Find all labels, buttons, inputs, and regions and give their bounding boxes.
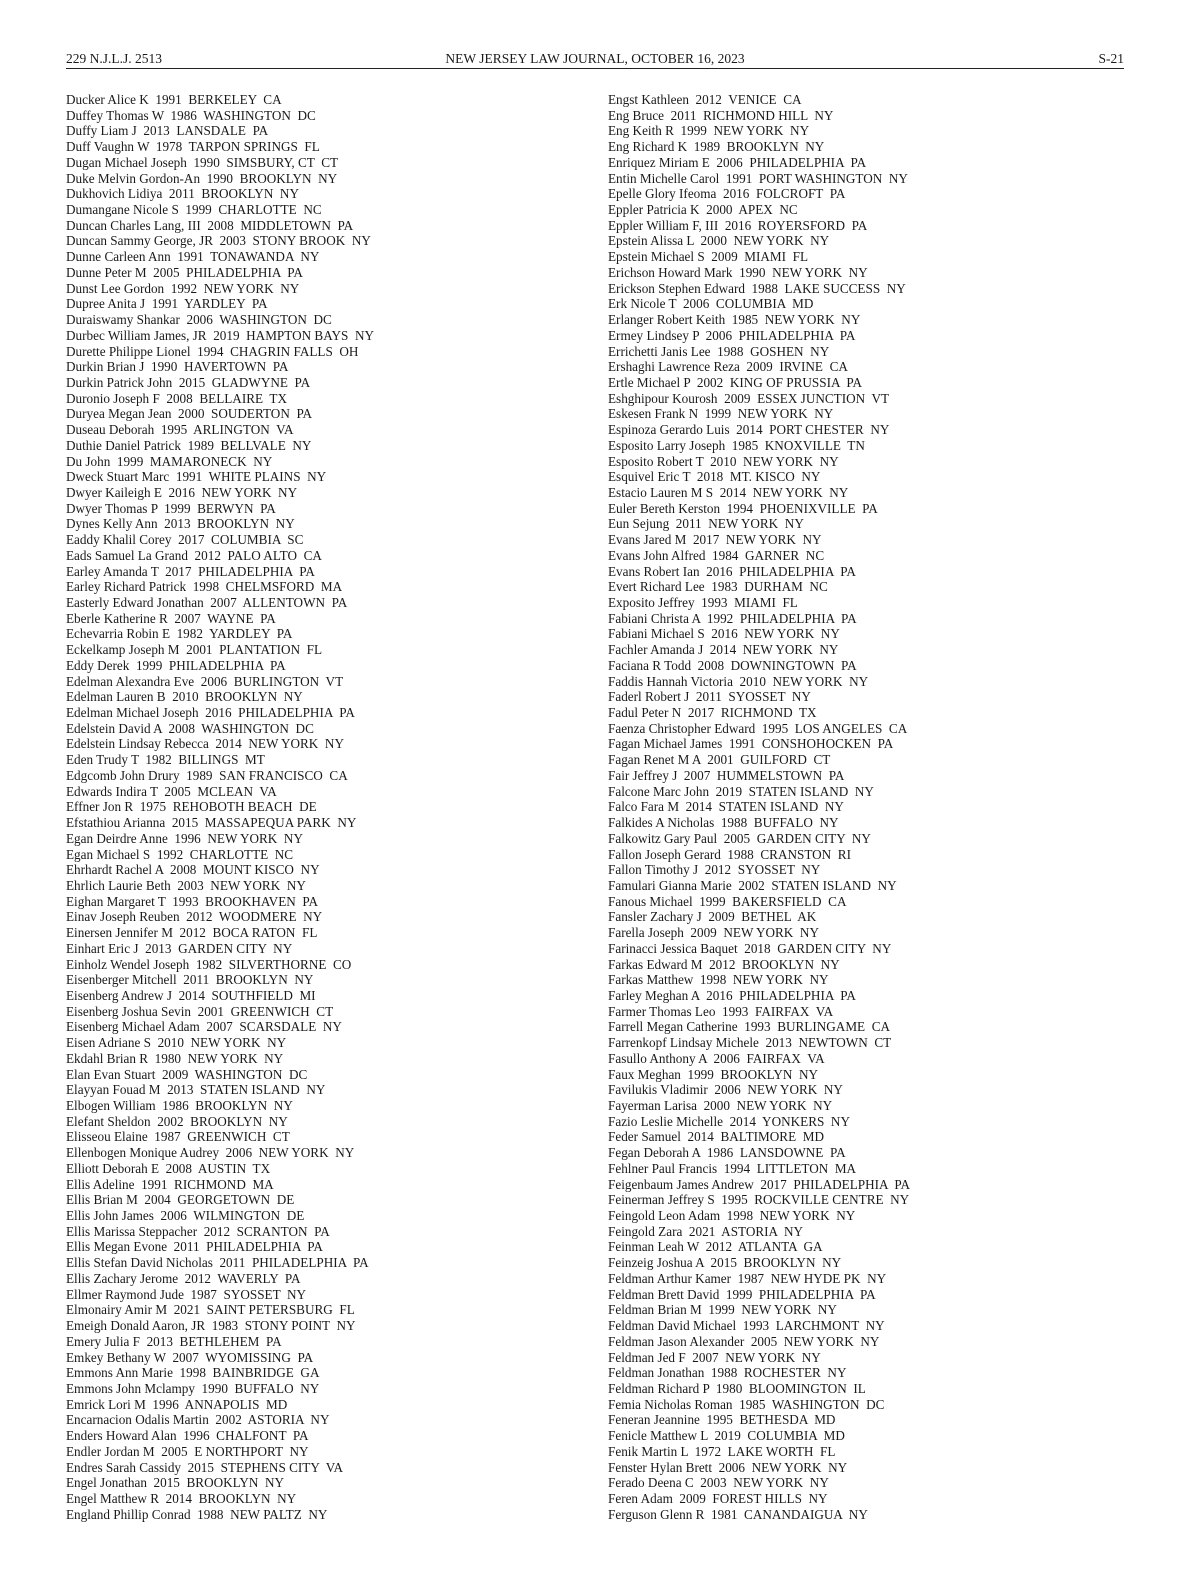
attorney-entry: Epstein Michael S 2009 MIAMI FL — [608, 249, 808, 265]
right-column-list — [608, 92, 1128, 1522]
attorney-entry: Dukhovich Lidiya 2011 BROOKLYN NY — [66, 186, 299, 202]
attorney-entry: Duffey Thomas W 1986 WASHINGTON DC — [66, 107, 316, 123]
attorney-entry: Eisenberg Michael Adam 2007 SCARSDALE NY — [66, 1019, 342, 1035]
attorney-entry: Edelstein David A 2008 WASHINGTON DC — [66, 720, 314, 736]
attorney-entry: Duncan Sammy George, JR 2003 STONY BROOK NY — [66, 233, 371, 249]
attorney-entry: Ferado Deena C 2003 NEW YORK NY — [608, 1475, 829, 1491]
attorney-entry: Fallon Timothy J 2012 SYOSSET NY — [608, 862, 821, 878]
attorney-entry: Ellis John James 2006 WILMINGTON DE — [66, 1208, 305, 1224]
attorney-entry: Eisenberg Andrew J 2014 SOUTHFIELD MI — [66, 987, 316, 1003]
attorney-entry: Durette Philippe Lionel 1994 CHAGRIN FALLS OH — [66, 343, 359, 359]
attorney-entry: Eskesen Frank N 1999 NEW YORK NY — [608, 406, 834, 422]
attorney-entry: Earley Richard Patrick 1998 CHELMSFORD MA — [66, 579, 343, 595]
attorney-entry: Ellis Zachary Jerome 2012 WAVERLY PA — [66, 1270, 301, 1286]
attorney-entry: Endres Sarah Cassidy 2015 STEPHENS CITY VA — [66, 1459, 344, 1475]
attorney-entry: Eisenberg Joshua Sevin 2001 GREENWICH CT — [66, 1003, 334, 1019]
attorney-entry: Feinzeig Joshua A 2015 BROOKLYN NY — [608, 1255, 842, 1271]
attorney-entry: Fehlner Paul Francis 1994 LITTLETON MA — [608, 1160, 857, 1176]
attorney-entry: Efstathiou Arianna 2015 MASSAPEQUA PARK NY — [66, 815, 357, 831]
attorney-entry: Farkas Matthew 1998 NEW YORK NY — [608, 972, 829, 988]
attorney-entry: Eng Keith R 1999 NEW YORK NY — [608, 123, 810, 139]
attorney-entry: Feren Adam 2009 FOREST HILLS NY — [608, 1490, 828, 1506]
attorney-entry: Edelman Lauren B 2010 BROOKLYN NY — [66, 689, 303, 705]
attorney-entry: Feigenbaum James Andrew 2017 PHILADELPHIA PA — [608, 1176, 911, 1192]
attorney-entry: Einholz Wendel Joseph 1982 SILVERTHORNE CO — [66, 956, 352, 972]
attorney-entry: Emmons John Mclampy 1990 BUFFALO NY — [66, 1380, 320, 1396]
attorney-entry: Elliott Deborah E 2008 AUSTIN TX — [66, 1160, 271, 1176]
attorney-entry: Epstein Alissa L 2000 NEW YORK NY — [608, 233, 830, 249]
attorney-entry: Egan Michael S 1992 CHARLOTTE NC — [66, 846, 294, 862]
attorney-entry: Ehrlich Laurie Beth 2003 NEW YORK NY — [66, 877, 306, 893]
attorney-entry: Ellmer Raymond Jude 1987 SYOSSET NY — [66, 1286, 307, 1302]
attorney-entry: Feneran Jeannine 1995 BETHESDA MD — [608, 1412, 836, 1428]
attorney-entry: Euler Bereth Kerston 1994 PHOENIXVILLE PA — [608, 500, 878, 516]
attorney-entry: Feldman Brian M 1999 NEW YORK NY — [608, 1302, 837, 1318]
attorney-entry: Duke Melvin Gordon-An 1990 BROOKLYN NY — [66, 170, 338, 186]
journal-citation: 229 N.J.L.J. 2513 — [66, 51, 163, 66]
attorney-entry: Fenik Martin L 1972 LAKE WORTH FL — [608, 1443, 836, 1459]
attorney-entry: Eden Trudy T 1982 BILLINGS MT — [66, 752, 265, 768]
attorney-entry: Eisen Adriane S 2010 NEW YORK NY — [66, 1035, 287, 1051]
attorney-entry: Elmonairy Amir M 2021 SAINT PETERSBURG FL — [66, 1302, 355, 1318]
attorney-entry: Duncan Charles Lang, III 2008 MIDDLETOWN PA — [66, 217, 354, 233]
page-header — [66, 50, 1124, 69]
attorney-entry: Dugan Michael Joseph 1990 SIMSBURY, CT CT — [66, 154, 339, 170]
attorney-entry: Fagan Michael James 1991 CONSHOHOCKEN PA — [608, 736, 894, 752]
attorney-entry: Erlanger Robert Keith 1985 NEW YORK NY — [608, 312, 861, 328]
attorney-entry: Eaddy Khalil Corey 2017 COLUMBIA SC — [66, 532, 304, 548]
attorney-entry: Fenster Hylan Brett 2006 NEW YORK NY — [608, 1459, 848, 1475]
attorney-entry: Dwyer Thomas P 1999 BERWYN PA — [66, 500, 276, 516]
attorney-entry: Ducker Alice K 1991 BERKELEY CA — [66, 92, 282, 107]
attorney-entry: Feldman Jason Alexander 2005 NEW YORK NY — [608, 1333, 880, 1349]
attorney-entry: Espinoza Gerardo Luis 2014 PORT CHESTER NY — [608, 422, 890, 438]
attorney-entry: Esposito Larry Joseph 1985 KNOXVILLE TN — [608, 437, 865, 453]
attorney-entry: Elayyan Fouad M 2013 STATEN ISLAND NY — [66, 1082, 326, 1098]
attorney-entry: Falkides A Nicholas 1988 BUFFALO NY — [608, 815, 839, 831]
attorney-entry: Femia Nicholas Roman 1985 WASHINGTON DC — [608, 1396, 885, 1412]
attorney-entry: Feder Samuel 2014 BALTIMORE MD — [608, 1129, 824, 1145]
attorney-entry: Eshghipour Kourosh 2009 ESSEX JUNCTION VT — [608, 390, 890, 406]
attorney-entry: Eads Samuel La Grand 2012 PALO ALTO CA — [66, 547, 322, 563]
attorney-entry: Erickson Stephen Edward 1988 LAKE SUCCESS NY — [608, 280, 906, 296]
attorney-entry: Durkin Patrick John 2015 GLADWYNE PA — [66, 374, 311, 390]
attorney-entry: Ellis Brian M 2004 GEORGETOWN DE — [66, 1192, 295, 1208]
attorney-entry: Emkey Bethany W 2007 WYOMISSING PA — [66, 1349, 314, 1365]
attorney-entry: Farella Joseph 2009 NEW YORK NY — [608, 925, 819, 941]
attorney-entry: Feinerman Jeffrey S 1995 ROCKVILLE CENTRE NY — [608, 1192, 910, 1208]
attorney-entry: Enriquez Miriam E 2006 PHILADELPHIA PA — [608, 154, 867, 170]
attorney-entry: Falkowitz Gary Paul 2005 GARDEN CITY NY — [608, 830, 871, 846]
attorney-entry: Farley Meghan A 2016 PHILADELPHIA PA — [608, 987, 856, 1003]
attorney-entry: Famulari Gianna Marie 2002 STATEN ISLAND NY — [608, 877, 897, 893]
attorney-entry: Evans Robert Ian 2016 PHILADELPHIA PA — [608, 563, 856, 579]
attorney-entry: Durbec William James, JR 2019 HAMPTON BAYS NY — [66, 327, 375, 343]
attorney-entry: Durkin Brian J 1990 HAVERTOWN PA — [66, 359, 289, 375]
attorney-entry: Feingold Leon Adam 1998 NEW YORK NY — [608, 1208, 856, 1224]
attorney-entry: Dweck Stuart Marc 1991 WHITE PLAINS NY — [66, 469, 327, 485]
attorney-entry: Eng Bruce 2011 RICHMOND HILL NY — [608, 107, 834, 123]
attorney-entry: Ellis Stefan David Nicholas 2011 PHILADELPHIA PA — [66, 1255, 369, 1271]
attorney-entry: England Phillip Conrad 1988 NEW PALTZ NY — [66, 1506, 328, 1522]
attorney-entry: Eppler Patricia K 2000 APEX NC — [608, 202, 798, 218]
attorney-entry: Eckelkamp Joseph M 2001 PLANTATION FL — [66, 642, 323, 658]
attorney-entry: Effner Jon R 1975 REHOBOTH BEACH DE — [66, 799, 317, 815]
attorney-entry: Edelman Michael Joseph 2016 PHILADELPHIA PA — [66, 705, 355, 721]
attorney-entry: Ehrhardt Rachel A 2008 MOUNT KISCO NY — [66, 862, 320, 878]
attorney-entry: Fair Jeffrey J 2007 HUMMELSTOWN PA — [608, 767, 845, 783]
attorney-entry: Encarnacion Odalis Martin 2002 ASTORIA NY — [66, 1412, 330, 1428]
attorney-entry: Duff Vaughn W 1978 TARPON SPRINGS FL — [66, 139, 320, 155]
attorney-entry: Emery Julia F 2013 BETHLEHEM PA — [66, 1333, 282, 1349]
attorney-entry: Duffy Liam J 2013 LANSDALE PA — [66, 123, 269, 139]
attorney-entry: Exposito Jeffrey 1993 MIAMI FL — [608, 595, 798, 610]
attorney-entry: Dynes Kelly Ann 2013 BROOKLYN NY — [66, 516, 295, 532]
attorney-entry: Feingold Zara 2021 ASTORIA NY — [608, 1223, 803, 1239]
attorney-entry: Duraiswamy Shankar 2006 WASHINGTON DC — [66, 312, 332, 328]
attorney-entry: Fanous Michael 1999 BAKERSFIELD CA — [608, 893, 847, 909]
attorney-entry: Feldman Jed F 2007 NEW YORK NY — [608, 1349, 821, 1365]
attorney-entry: Ekdahl Brian R 1980 NEW YORK NY — [66, 1050, 284, 1066]
attorney-entry: Evert Richard Lee 1983 DURHAM NC — [608, 579, 828, 595]
attorney-entry: Fegan Deborah A 1986 LANSDOWNE PA — [608, 1145, 846, 1161]
attorney-entry: Feldman David Michael 1993 LARCHMONT NY — [608, 1318, 885, 1334]
attorney-entry: Edgcomb John Drury 1989 SAN FRANCISCO CA — [66, 767, 348, 783]
attorney-entry: Farrenkopf Lindsay Michele 2013 NEWTOWN CT — [608, 1035, 892, 1051]
attorney-entry: Eddy Derek 1999 PHILADELPHIA PA — [66, 657, 286, 673]
attorney-entry: Eun Sejung 2011 NEW YORK NY — [608, 516, 804, 532]
attorney-entry: Dunst Lee Gordon 1992 NEW YORK NY — [66, 280, 300, 296]
attorney-entry: Eisenberger Mitchell 2011 BROOKLYN NY — [66, 972, 314, 988]
attorney-entry: Fenicle Matthew L 2019 COLUMBIA MD — [608, 1428, 845, 1444]
attorney-entry: Faux Meghan 1999 BROOKLYN NY — [608, 1066, 819, 1082]
attorney-entry: Falcone Marc John 2019 STATEN ISLAND NY — [608, 783, 874, 799]
attorney-entry: Edwards Indira T 2005 MCLEAN VA — [66, 783, 277, 799]
attorney-entry: Faenza Christopher Edward 1995 LOS ANGELES CA — [608, 720, 908, 736]
attorney-entry: Engel Matthew R 2014 BROOKLYN NY — [66, 1490, 297, 1506]
attorney-entry: Edelstein Lindsay Rebecca 2014 NEW YORK NY — [66, 736, 344, 752]
attorney-entry: Evans John Alfred 1984 GARNER NC — [608, 547, 825, 563]
attorney-entry: Edelman Alexandra Eve 2006 BURLINGTON VT — [66, 673, 344, 689]
attorney-entry: Dupree Anita J 1991 YARDLEY PA — [66, 296, 268, 312]
attorney-entry: Entin Michelle Carol 1991 PORT WASHINGTON NY — [608, 170, 908, 186]
attorney-entry: Erk Nicole T 2006 COLUMBIA MD — [608, 296, 814, 312]
attorney-entry: Endler Jordan M 2005 E NORTHPORT NY — [66, 1443, 309, 1459]
attorney-entry: Fayerman Larisa 2000 NEW YORK NY — [608, 1098, 833, 1113]
page-number: S-21 — [1098, 51, 1124, 66]
attorney-entry: Du John 1999 MAMARONECK NY — [66, 453, 273, 469]
attorney-entry: Ellis Adeline 1991 RICHMOND MA — [66, 1176, 274, 1192]
attorney-entry: Dwyer Kaileigh E 2016 NEW YORK NY — [66, 484, 298, 500]
attorney-entry: Ellenbogen Monique Audrey 2006 NEW YORK NY — [66, 1145, 355, 1161]
attorney-entry: Faddis Hannah Victoria 2010 NEW YORK NY — [608, 673, 869, 689]
attorney-entry: Erichson Howard Mark 1990 NEW YORK NY — [608, 264, 868, 280]
attorney-entry: Eppler William F, III 2016 ROYERSFORD PA — [608, 217, 868, 233]
attorney-entry: Feinman Leah W 2012 ATLANTA GA — [608, 1239, 823, 1255]
attorney-entry: Fansler Zachary J 2009 BETHEL AK — [608, 909, 817, 925]
attorney-entry: Engst Kathleen 2012 VENICE CA — [608, 92, 802, 107]
attorney-entry: Duronio Joseph F 2008 BELLAIRE TX — [66, 390, 288, 406]
attorney-entry: Fasullo Anthony A 2006 FAIRFAX VA — [608, 1050, 825, 1066]
attorney-entry: Easterly Edward Jonathan 2007 ALLENTOWN PA — [66, 595, 348, 610]
attorney-entry: Feldman Jonathan 1988 ROCHESTER NY — [608, 1365, 847, 1381]
attorney-entry: Einav Joseph Reuben 2012 WOODMERE NY — [66, 909, 323, 925]
attorney-entry: Faciana R Todd 2008 DOWNINGTOWN PA — [608, 657, 857, 673]
attorney-entry: Dunne Peter M 2005 PHILADELPHIA PA — [66, 264, 303, 280]
attorney-entry: Farmer Thomas Leo 1993 FAIRFAX VA — [608, 1003, 834, 1019]
attorney-entry: Estacio Lauren M S 2014 NEW YORK NY — [608, 484, 849, 500]
attorney-entry: Faderl Robert J 2011 SYOSSET NY — [608, 689, 811, 705]
attorney-entry: Fallon Joseph Gerard 1988 CRANSTON RI — [608, 846, 851, 862]
attorney-entry: Feldman Richard P 1980 BLOOMINGTON IL — [608, 1380, 866, 1396]
attorney-entry: Einersen Jennifer M 2012 BOCA RATON FL — [66, 925, 318, 941]
attorney-entry: Fagan Renet M A 2001 GUILFORD CT — [608, 752, 831, 768]
attorney-entry: Dumangane Nicole S 1999 CHARLOTTE NC — [66, 202, 322, 218]
left-column-list — [66, 92, 586, 1522]
attorney-entry: Evans Jared M 2017 NEW YORK NY — [608, 532, 822, 548]
journal-title: NEW JERSEY LAW JOURNAL, OCTOBER 16, 2023 — [445, 51, 745, 66]
attorney-entry: Duseau Deborah 1995 ARLINGTON VA — [66, 422, 294, 438]
attorney-entry: Farrell Megan Catherine 1993 BURLINGAME CA — [608, 1019, 891, 1035]
attorney-entry: Engel Jonathan 2015 BROOKLYN NY — [66, 1475, 285, 1491]
attorney-entry: Errichetti Janis Lee 1988 GOSHEN NY — [608, 343, 830, 359]
attorney-entry: Epelle Glory Ifeoma 2016 FOLCROFT PA — [608, 186, 846, 202]
attorney-entry: Fachler Amanda J 2014 NEW YORK NY — [608, 642, 839, 658]
attorney-entry: Emeigh Donald Aaron, JR 1983 STONY POINT NY — [66, 1318, 356, 1334]
attorney-entry: Dunne Carleen Ann 1991 TONAWANDA NY — [66, 249, 320, 265]
attorney-entry: Farinacci Jessica Baquet 2018 GARDEN CITY NY — [608, 940, 892, 956]
attorney-entry: Egan Deirdre Anne 1996 NEW YORK NY — [66, 830, 303, 846]
attorney-entry: Ermey Lindsey P 2006 PHILADELPHIA PA — [608, 327, 856, 343]
attorney-entry: Esquivel Eric T 2018 MT. KISCO NY — [608, 469, 821, 485]
attorney-entry: Enders Howard Alan 1996 CHALFONT PA — [66, 1428, 309, 1444]
attorney-entry: Farkas Edward M 2012 BROOKLYN NY — [608, 956, 840, 972]
attorney-entry: Favilukis Vladimir 2006 NEW YORK NY — [608, 1082, 843, 1098]
attorney-entry: Fabiani Michael S 2016 NEW YORK NY — [608, 626, 840, 642]
attorney-entry: Einhart Eric J 2013 GARDEN CITY NY — [66, 940, 293, 956]
attorney-entry: Ertle Michael P 2002 KING OF PRUSSIA PA — [608, 374, 862, 390]
attorney-entry: Ellis Megan Evone 2011 PHILADELPHIA PA — [66, 1239, 323, 1255]
attorney-entry: Fadul Peter N 2017 RICHMOND TX — [608, 705, 817, 721]
attorney-entry: Eberle Katherine R 2007 WAYNE PA — [66, 610, 276, 626]
attorney-entry: Duryea Megan Jean 2000 SOUDERTON PA — [66, 406, 313, 422]
attorney-entry: Feldman Brett David 1999 PHILADELPHIA PA — [608, 1286, 876, 1302]
attorney-entry: Elefant Sheldon 2002 BROOKLYN NY — [66, 1113, 288, 1129]
attorney-entry: Falco Fara M 2014 STATEN ISLAND NY — [608, 799, 844, 815]
attorney-entry: Earley Amanda T 2017 PHILADELPHIA PA — [66, 563, 315, 579]
attorney-entry: Feldman Arthur Kamer 1987 NEW HYDE PK NY — [608, 1270, 887, 1286]
attorney-entry: Eighan Margaret T 1993 BROOKHAVEN PA — [66, 893, 319, 909]
attorney-entry: Duthie Daniel Patrick 1989 BELLVALE NY — [66, 437, 312, 453]
attorney-entry: Elan Evan Stuart 2009 WASHINGTON DC — [66, 1066, 308, 1082]
attorney-entry: Ferguson Glenn R 1981 CANANDAIGUA NY — [608, 1506, 868, 1522]
attorney-entry: Elisseou Elaine 1987 GREENWICH CT — [66, 1129, 290, 1145]
attorney-entry: Ershaghi Lawrence Reza 2009 IRVINE CA — [608, 359, 848, 375]
attorney-entry: Esposito Robert T 2010 NEW YORK NY — [608, 453, 839, 469]
attorney-entry: Fazio Leslie Michelle 2014 YONKERS NY — [608, 1113, 850, 1129]
attorney-entry: Echevarria Robin E 1982 YARDLEY PA — [66, 626, 293, 642]
attorney-entry: Elbogen William 1986 BROOKLYN NY — [66, 1098, 293, 1113]
attorney-entry: Eng Richard K 1989 BROOKLYN NY — [608, 139, 825, 155]
attorney-entry: Fabiani Christa A 1992 PHILADELPHIA PA — [608, 610, 857, 626]
attorney-entry: Emrick Lori M 1996 ANNAPOLIS MD — [66, 1396, 288, 1412]
attorney-entry: Ellis Marissa Steppacher 2012 SCRANTON PA — [66, 1223, 330, 1239]
attorney-entry: Emmons Ann Marie 1998 BAINBRIDGE GA — [66, 1365, 320, 1381]
